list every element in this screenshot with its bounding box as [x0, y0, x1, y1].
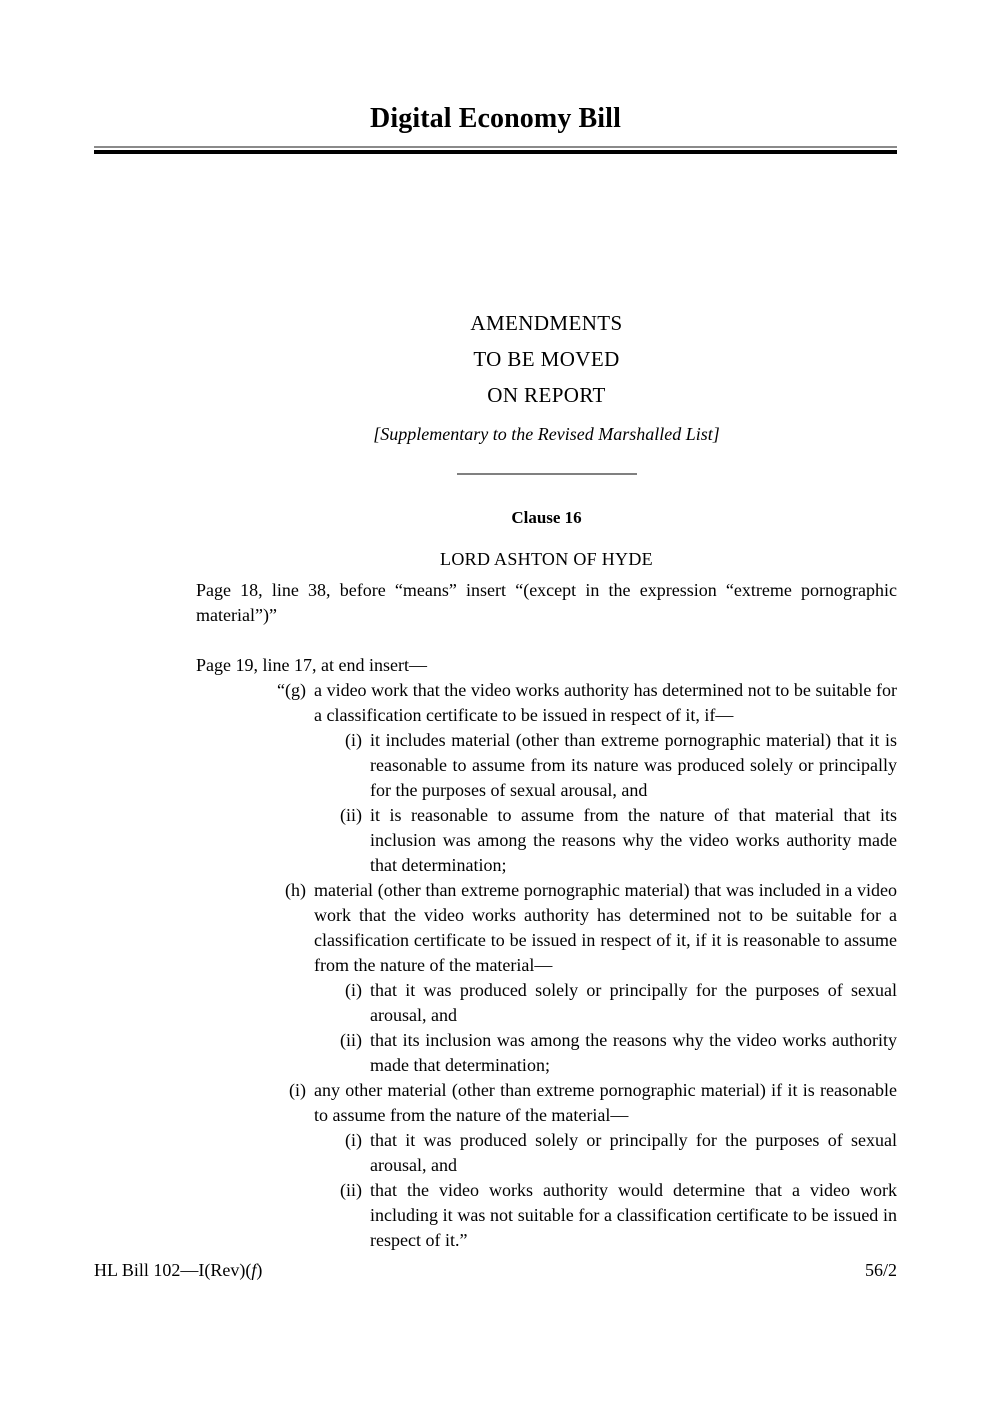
list-marker-g-i: (i): [345, 730, 362, 750]
page-footer: [94, 1260, 897, 1281]
list-item: [252, 1078, 897, 1128]
list-marker-i-ii: (ii): [340, 1180, 362, 1200]
list-marker-i: (i): [289, 1080, 306, 1100]
clause-heading: Clause 16: [511, 508, 582, 527]
list-item-text-i-i: that it was produced solely or principally for the purposes of sexual arousal, and: [370, 1130, 897, 1175]
heading-line-amendments: AMENDMENTS: [470, 311, 623, 335]
masthead-double-rule: [94, 146, 897, 154]
amendment-paragraph-2: Page 19, line 17, at end insert—: [196, 655, 427, 675]
amendment-paragraph-1: Page 18, line 38, before “means” insert “(except in the expression “extreme pornographic material”)”: [196, 580, 897, 625]
list-item-text-g-ii: it is reasonable to assume from the nature of that material that its inclusion was among the reasons why the video works authority made that determination;: [370, 805, 897, 875]
bill-reference-suffix: ): [256, 1260, 263, 1280]
masthead-rule-thick: [94, 150, 897, 154]
list-item-text-g-i: it includes material (other than extreme pornographic material) that it is reasonable to assume from its nature was produced solely or principally for the purposes of sexual arousal, and: [370, 730, 897, 800]
list-item-text-h-i: that it was produced solely or principally for the purposes of sexual arousal, and: [370, 980, 897, 1025]
list-item: [308, 1028, 897, 1078]
supplementary-note: [Supplementary to the Revised Marshalled List]: [373, 424, 720, 444]
amendments-body: [196, 578, 897, 1253]
heading-line-on-report: ON REPORT: [487, 383, 606, 407]
section-divider: [196, 473, 897, 475]
list-item: [308, 728, 897, 803]
list-item-text-h: material (other than extreme pornographic material) that was included in a video work that the video works authority has determined not to be suitable for a classification certificate to be issued in respect of it, if it is reasonable to assume from the nature of the material—: [314, 880, 897, 975]
list-item: [308, 1128, 897, 1178]
bill-reference-prefix: HL Bill 102—I(Rev)(: [94, 1260, 252, 1280]
list-item: [252, 878, 897, 978]
list-item-text-i: any other material (other than extreme pornographic material) if it is reasonable to assume from the nature of the material—: [314, 1080, 897, 1125]
list-item: [308, 1178, 897, 1253]
list-marker-h-i: (i): [345, 980, 362, 1000]
list-item-text-g: a video work that the video works authority has determined not to be suitable for a classification certificate to be issued in respect of it, if—: [314, 680, 897, 725]
page-title: Digital Economy Bill: [370, 103, 621, 134]
list-marker-h-ii: (ii): [340, 1030, 362, 1050]
amendment-heading-block: [196, 305, 897, 475]
heading-line-to-be-moved: TO BE MOVED: [473, 347, 620, 371]
list-item-text-i-ii: that the video works authority would determine that a video work including it was not suitable for a classification certificate to be issued in respect of it.”: [370, 1180, 897, 1250]
list-marker-g: “(g): [277, 680, 306, 700]
masthead: [94, 104, 897, 154]
bill-reference-italic: f: [251, 1260, 257, 1280]
list-item: [308, 803, 897, 878]
list-item: [252, 678, 897, 728]
list-item-text-h-ii: that its inclusion was among the reasons why the video works authority made that determination;: [370, 1030, 897, 1075]
list-item: [308, 978, 897, 1028]
amendment-sponsor: LORD ASHTON OF HYDE: [440, 549, 653, 569]
bill-reference: [94, 1260, 262, 1281]
page-reference: 56/2: [864, 1260, 897, 1280]
list-marker-h: (h): [285, 880, 306, 900]
list-marker-g-ii: (ii): [340, 805, 362, 825]
section-divider-rule: [457, 473, 637, 475]
list-marker-i-i: (i): [345, 1130, 362, 1150]
inserted-text-list: [196, 678, 897, 1253]
